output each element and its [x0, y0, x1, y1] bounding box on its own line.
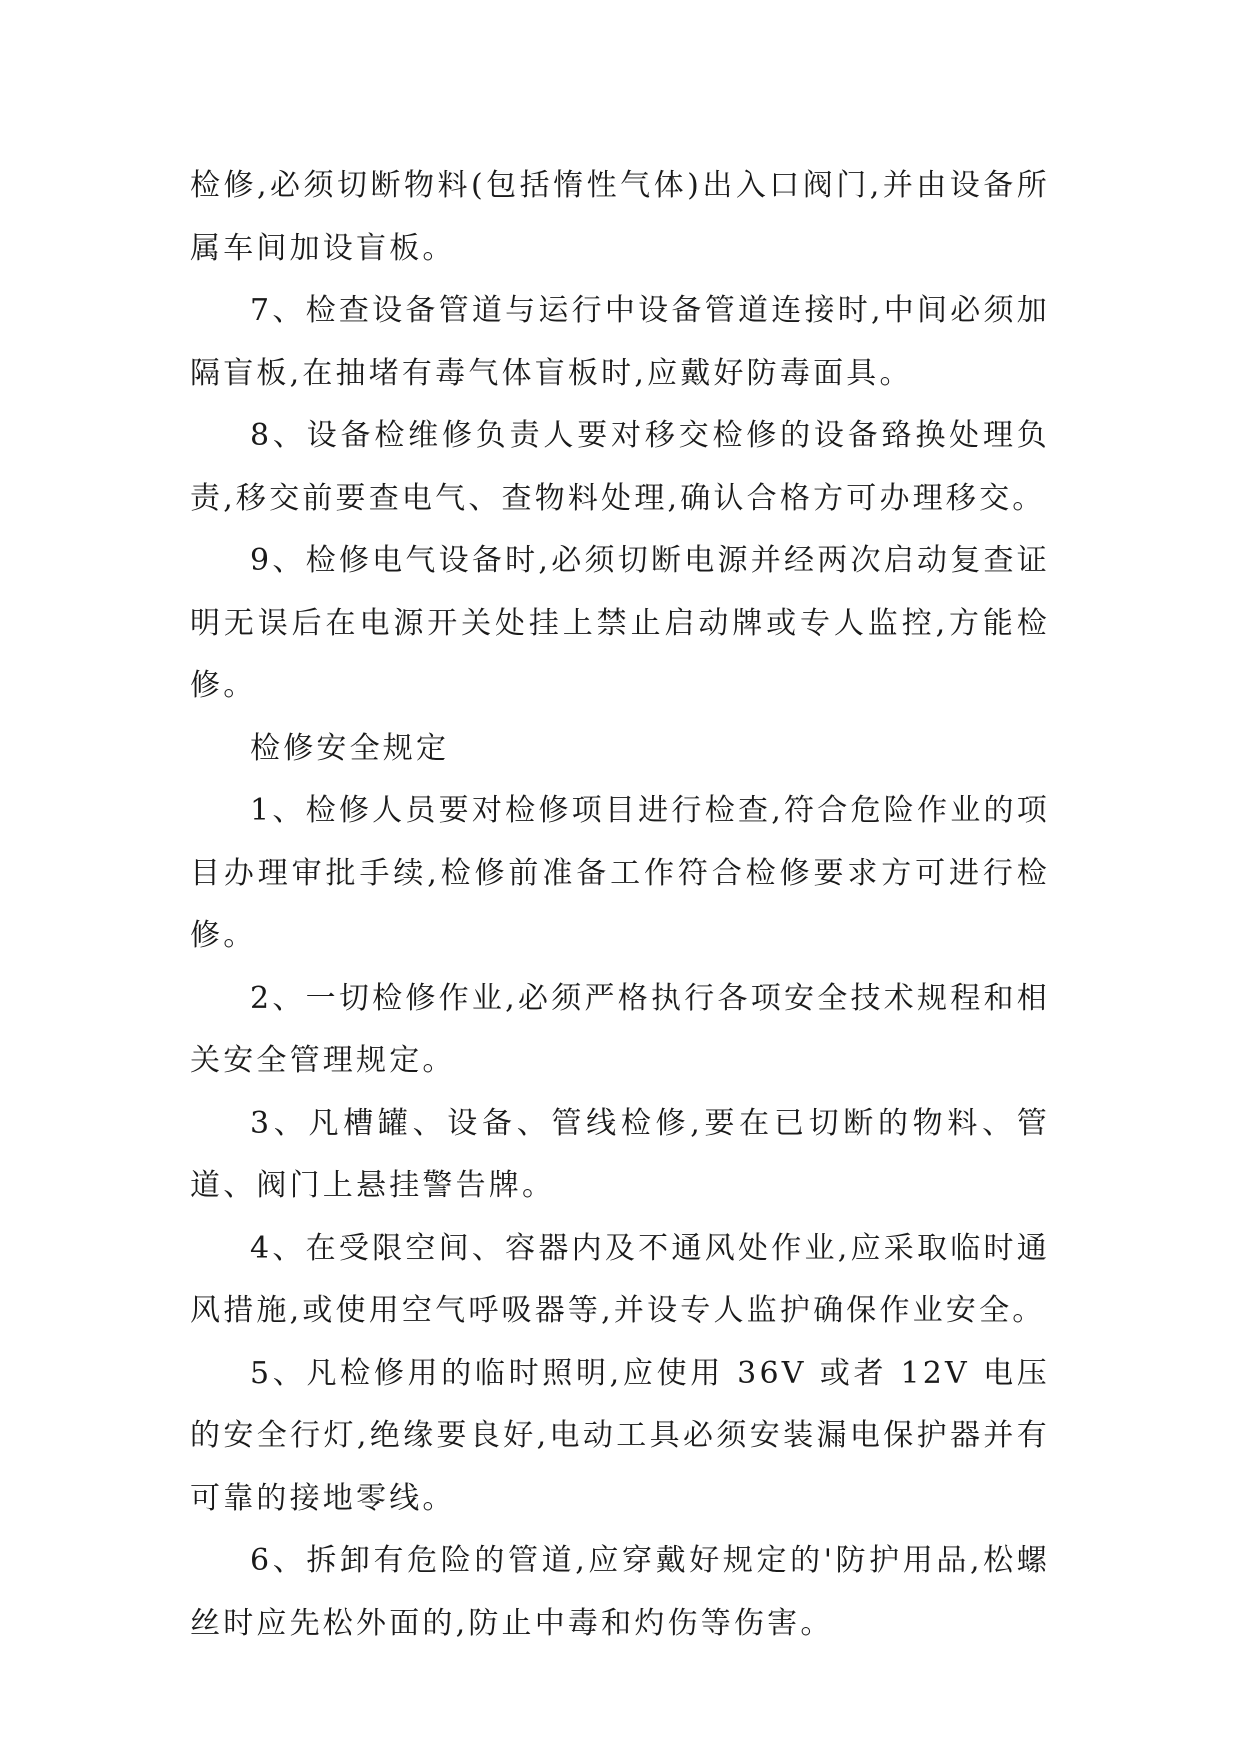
paragraph-item-3: 3、凡槽罐、设备、管线检修,要在已切断的物料、管道、阀门上悬挂警告牌。 — [190, 1105, 1050, 1203]
paragraph-item-7: 7、检查设备管道与运行中设备管道连接时,中间必须加隔盲板,在抽堵有毒气体盲板时,应戴好防毒面具。 — [190, 293, 1050, 391]
paragraph-item-5: 5、凡检修用的临时照明,应使用 36V 或者 12V 电压的安全行灯,绝缘要良好,电动工具必须安装漏电保护器并有可靠的接地零线。 — [190, 1355, 1050, 1516]
paragraph-continuation: 检修,必须切断物料(包括惰性气体)出入口阀门,并由设备所属车间加设盲板。 — [190, 168, 1050, 266]
section-heading: 检修安全规定 — [250, 730, 450, 766]
paragraph-item-9: 9、检修电气设备时,必须切断电源并经两次启动复查证明无误后在电源开关处挂上禁止启动牌或专人监控,方能检修。 — [190, 543, 1050, 703]
paragraph-item-2: 2、一切检修作业,必须严格执行各项安全技术规程和相关安全管理规定。 — [190, 980, 1050, 1078]
paragraph-item-4: 4、在受限空间、容器内及不通风处作业,应采取临时通风措施,或使用空气呼吸器等,并设专人监护确保作业安全。 — [190, 1230, 1050, 1328]
paragraph-item-6: 6、拆卸有危险的管道,应穿戴好规定的'防护用品,松螺丝时应先松外面的,防止中毒和灼伤等伤害。 — [190, 1543, 1050, 1641]
document-body — [190, 155, 1050, 1655]
paragraph-item-1: 1、检修人员要对检修项目进行检查,符合危险作业的项目办理审批手续,检修前准备工作符合检修要求方可进行检修。 — [190, 793, 1050, 953]
paragraph-item-8: 8、设备检维修负责人要对移交检修的设备臵换处理负责,移交前要查电气、查物料处理,确认合格方可办理移交。 — [190, 418, 1050, 516]
